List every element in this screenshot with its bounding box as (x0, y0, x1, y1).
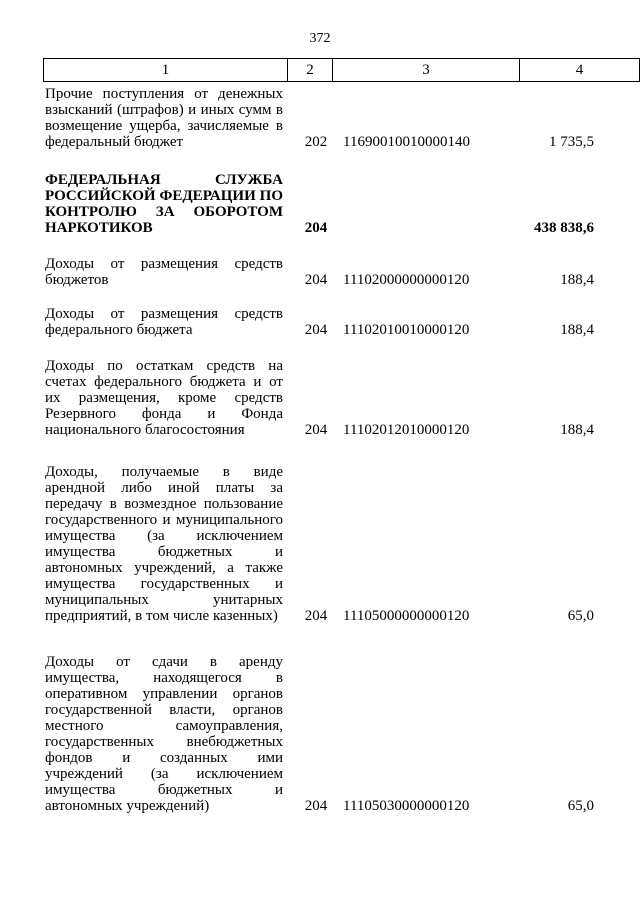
description-line: национального благосостояния (45, 422, 245, 438)
description-line: Прочие поступления от денежных (45, 86, 283, 102)
description-line: РОССИЙСКОЙ ФЕДЕРАЦИИ ПО (45, 188, 283, 204)
description-line: взысканий (штрафов) и иных сумм в (45, 102, 283, 118)
description-line: Резервного фонда и Фонда (45, 406, 283, 422)
row-4-kbk-code: 11102010010000120 (343, 322, 470, 338)
description-line: Доходы от размещения средств (45, 256, 283, 272)
row-5-amount: 188,4 (560, 422, 594, 438)
description-line: государственного и муниципального (45, 512, 283, 528)
row-4-amount: 188,4 (560, 322, 594, 338)
row-6-kbk-code: 11105000000000120 (343, 608, 470, 624)
description-line: имущества (за исключением (45, 528, 283, 544)
description-line: федерального бюджета (45, 322, 193, 338)
column-header-4: 4 (520, 59, 640, 82)
row-7-description (45, 654, 283, 814)
row-7-kbk-code: 11105030000000120 (343, 798, 470, 814)
column-header-3: 3 (333, 59, 520, 82)
row-1-description (45, 86, 283, 150)
description-line: Доходы, получаемые в виде (45, 464, 283, 480)
row-2-code: 204 (304, 220, 328, 236)
description-line: автономных учреждений) (45, 798, 210, 814)
row-1-code: 202 (304, 134, 328, 150)
row-4-code: 204 (304, 322, 328, 338)
description-line: муниципальных унитарных (45, 592, 283, 608)
row-6-description (45, 464, 283, 624)
description-line: местного самоуправления, (45, 718, 283, 734)
row-3-amount: 188,4 (560, 272, 594, 288)
description-line: Доходы от размещения средств (45, 306, 283, 322)
row-7-code: 204 (304, 798, 328, 814)
row-5-description (45, 358, 283, 438)
row-6-code: 204 (304, 608, 328, 624)
row-5-code: 204 (304, 422, 328, 438)
row-7-amount: 65,0 (567, 798, 594, 814)
description-line: Доходы от сдачи в аренду (45, 654, 283, 670)
description-line: ФЕДЕРАЛЬНАЯ СЛУЖБА (45, 172, 283, 188)
row-4-description (45, 306, 283, 338)
description-line: Доходы по остаткам средств на (45, 358, 283, 374)
description-line: имущества бюджетных и (45, 782, 283, 798)
description-line: арендной либо иной платы за (45, 480, 283, 496)
description-line: автономных учреждений, а также (45, 560, 283, 576)
description-line: имущества бюджетных и (45, 544, 283, 560)
description-line: имущества, находящегося в (45, 670, 283, 686)
page-number: 372 (309, 31, 331, 46)
description-line: бюджетов (45, 272, 109, 288)
row-3-kbk-code: 11102000000000120 (343, 272, 470, 288)
row-2-amount: 438 838,6 (534, 220, 594, 236)
description-line: государственной власти, органов (45, 702, 283, 718)
column-header-2: 2 (288, 59, 333, 82)
description-line: НАРКОТИКОВ (45, 220, 153, 236)
description-line: федеральный бюджет (45, 134, 184, 150)
row-3-description (45, 256, 283, 288)
description-line: имущества государственных и (45, 576, 283, 592)
description-line: возмещение ущерба, зачисляемые в (45, 118, 283, 134)
row-2-description (45, 172, 283, 236)
description-line: оперативном управлении органов (45, 686, 283, 702)
column-header-1: 1 (44, 59, 288, 82)
description-line: КОНТРОЛЮ ЗА ОБОРОТОМ (45, 204, 283, 220)
description-line: передачу в возмездное пользование (45, 496, 283, 512)
description-line: их размещения, кроме средств (45, 390, 283, 406)
row-5-kbk-code: 11102012010000120 (343, 422, 470, 438)
description-line: учреждений (за исключением (45, 766, 283, 782)
row-1-kbk-code: 11690010010000140 (343, 134, 470, 150)
description-line: государственных внебюджетных (45, 734, 283, 750)
row-1-amount: 1 735,5 (549, 134, 594, 150)
description-line: фондов и созданных ими (45, 750, 283, 766)
row-6-amount: 65,0 (567, 608, 594, 624)
row-3-code: 204 (304, 272, 328, 288)
description-line: счетах федерального бюджета и от (45, 374, 283, 390)
description-line: предприятий, в том числе казенных) (45, 608, 278, 624)
